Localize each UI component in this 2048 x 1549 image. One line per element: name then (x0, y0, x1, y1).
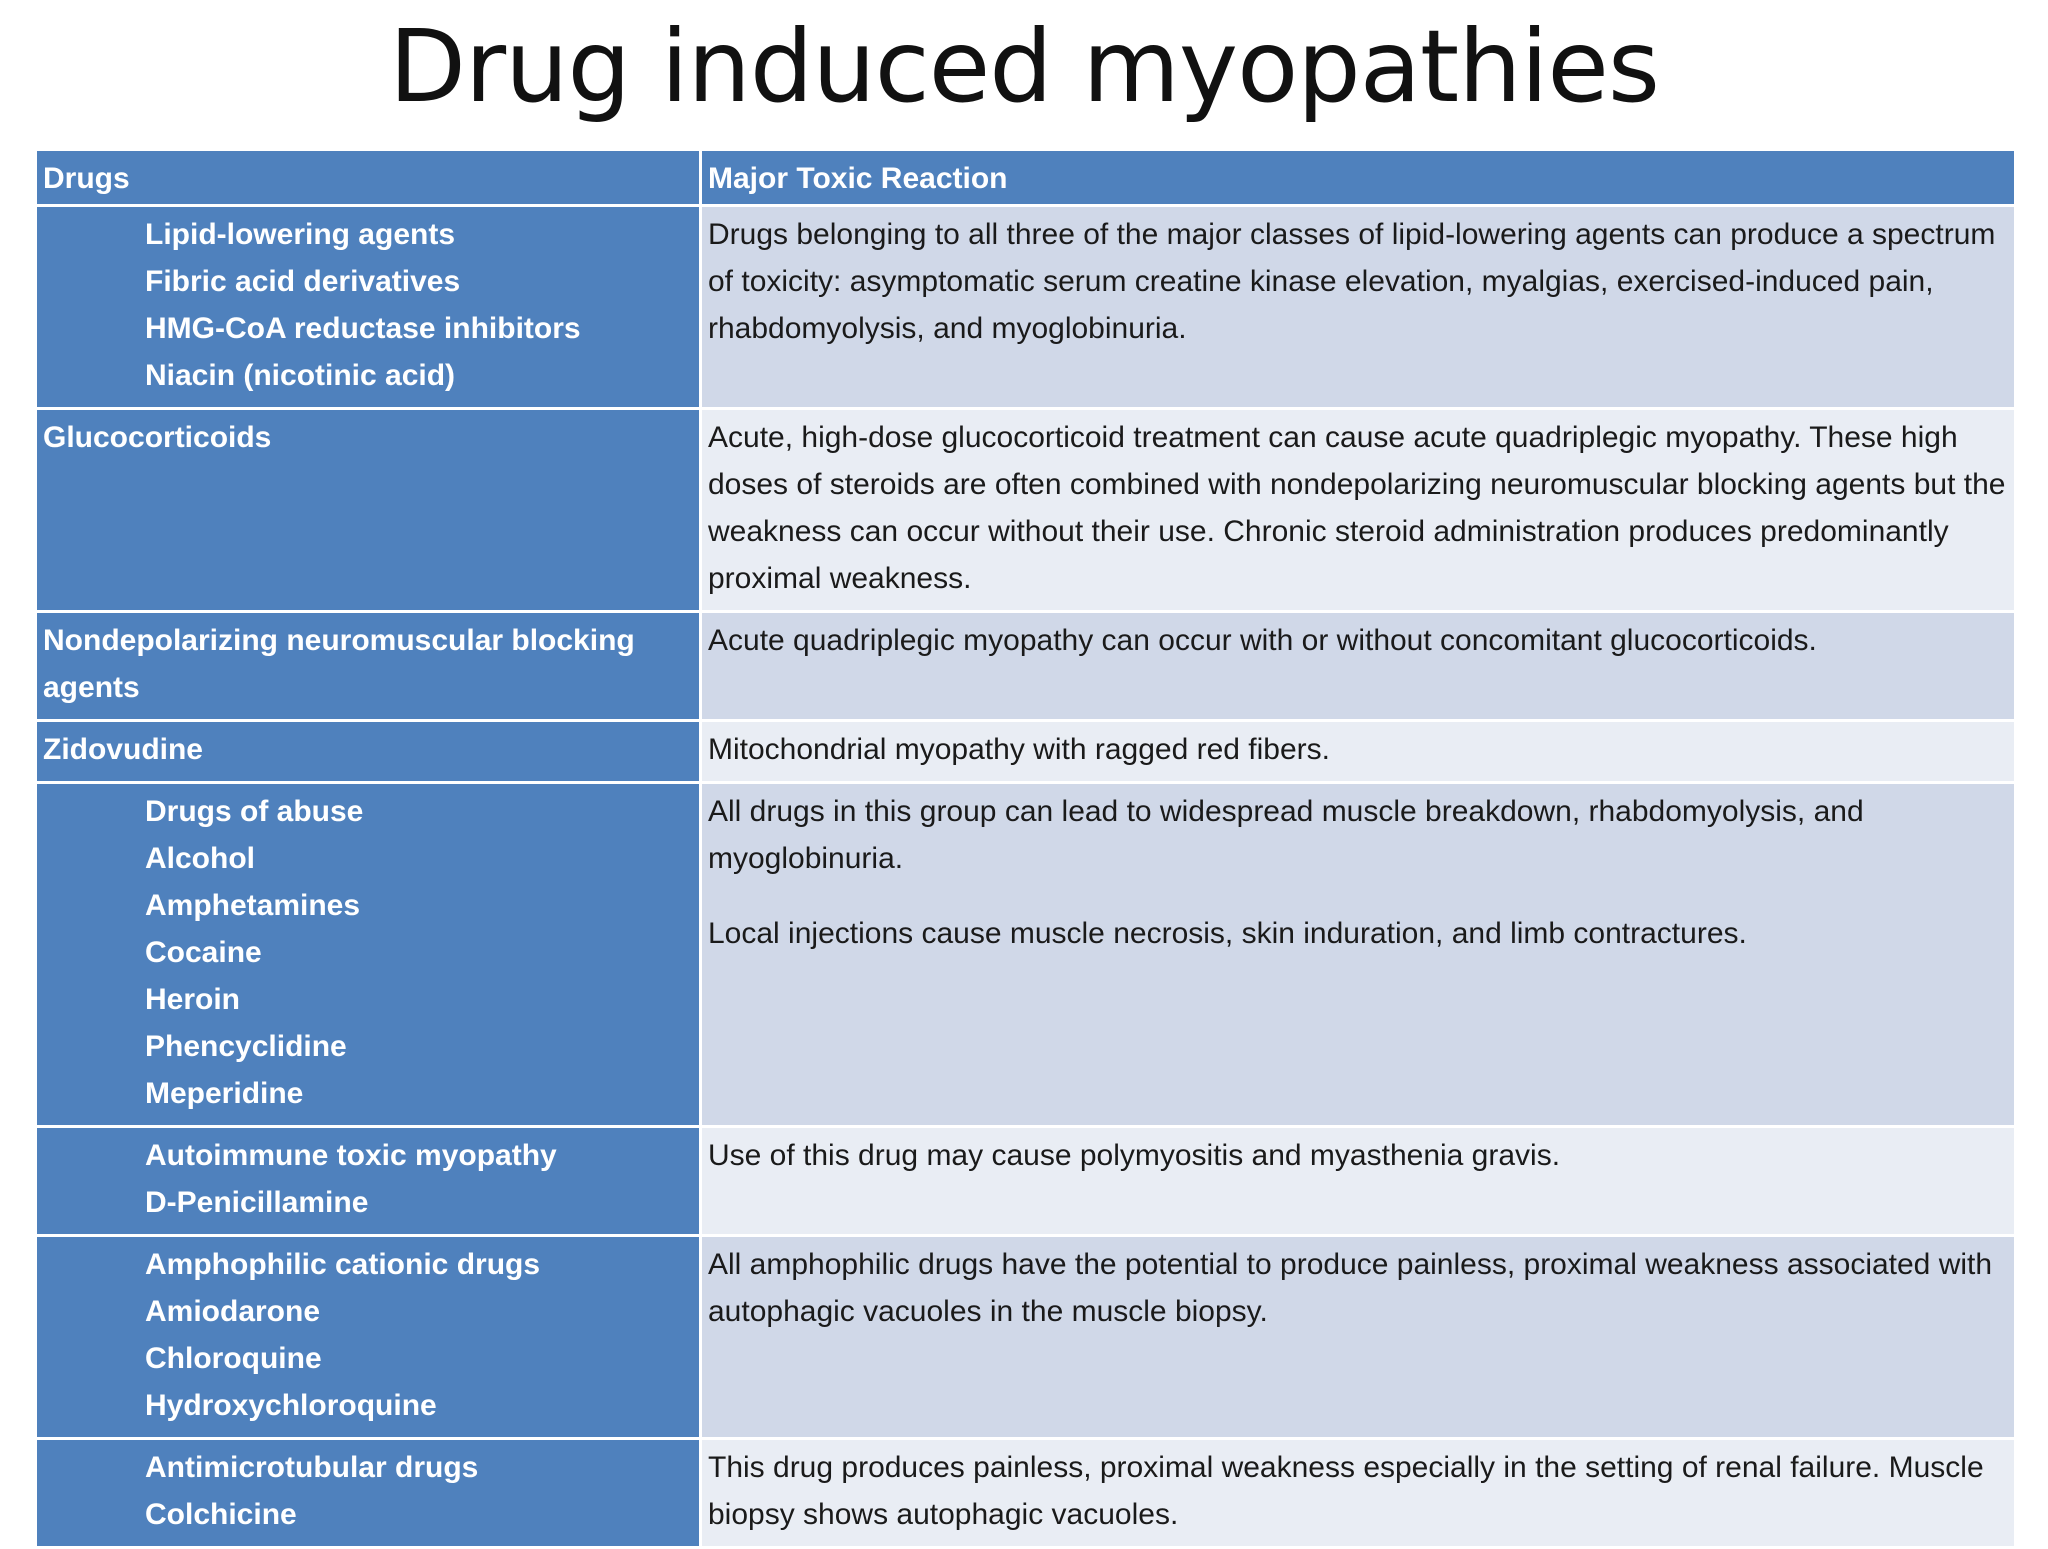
drug-name: Chloroquine (145, 1342, 322, 1375)
drug-table-container (34, 148, 2014, 1549)
drug-cell (36, 612, 701, 721)
table-row (36, 721, 2016, 783)
drug-name: Alcohol (145, 842, 255, 875)
table-header-row (36, 150, 2016, 206)
drug-cell (36, 1127, 701, 1236)
drug-name: Amphetamines (145, 889, 361, 922)
table-body (36, 206, 2016, 1548)
table-row (36, 783, 2016, 1127)
drug-list (43, 414, 695, 461)
drug-name: Hydroxychloroquine (145, 1389, 437, 1422)
drug-name: Autoimmune toxic myopathy (145, 1139, 557, 1172)
table-row (36, 1127, 2016, 1236)
drug-name: Antimicrotubular drugs (145, 1451, 479, 1484)
drug-list (43, 788, 695, 1117)
drug-name: Phencyclidine (145, 1030, 347, 1063)
reaction-text: This drug produces painless, proximal weakness especially in the setting of renal failure. Muscle biopsy shows autophagic vacuoles. (708, 1451, 1984, 1531)
table-row (36, 409, 2016, 612)
drug-name: Lipid-lowering agents (145, 218, 456, 251)
slide-title: Drug induced myopathies (388, 8, 1660, 125)
drug-myopathy-table (34, 148, 2017, 1549)
reaction-text: Acute, high-dose glucocorticoid treatment can cause acute quadriplegic myopathy. These high doses of steroids are often combined with nondepolarizing neuromuscular blocking agents but the weakness can occur without their use. Chronic steroid administration produces predominantly proximal weakness. (708, 421, 2006, 595)
reaction-cell (701, 612, 2016, 721)
reaction-text: Local injections cause muscle necrosis, skin induration, and limb contractures. (708, 917, 1747, 950)
table-row (36, 1236, 2016, 1439)
drug-list (43, 726, 695, 773)
reaction-cell (701, 206, 2016, 409)
drug-list (43, 1241, 695, 1429)
drug-name: Zidovudine (43, 733, 203, 766)
drug-name: Nondepolarizing neuromuscular blocking agents (43, 624, 635, 704)
reaction-cell (701, 1236, 2016, 1439)
drug-name: Amphophilic cationic drugs (145, 1248, 541, 1281)
drug-cell (36, 721, 701, 783)
drug-name: D-Penicillamine (145, 1186, 369, 1219)
reaction-cell (701, 1127, 2016, 1236)
reaction-text: Use of this drug may cause polymyositis and myasthenia gravis. (708, 1139, 1561, 1172)
reaction-text: Acute quadriplegic myopathy can occur with or without concomitant glucocorticoids. (708, 624, 1817, 657)
reaction-text: All amphophilic drugs have the potential to produce painless, proximal weakness associated with autophagic vacuoles in the muscle biopsy. (708, 1248, 1993, 1328)
drug-name: Drugs of abuse (145, 795, 364, 828)
drug-cell (36, 1439, 701, 1548)
drug-name: Amiodarone (145, 1295, 321, 1328)
header-major-toxic-reaction: Major Toxic Reaction (701, 150, 2016, 206)
drug-name: Heroin (145, 983, 241, 1016)
table-row (36, 612, 2016, 721)
drug-cell (36, 206, 701, 409)
drug-name: Cocaine (145, 936, 262, 969)
drug-name: Meperidine (145, 1077, 304, 1110)
reaction-text: Mitochondrial myopathy with ragged red fibers. (708, 733, 1330, 766)
reaction-cell (701, 409, 2016, 612)
drug-list (43, 1444, 695, 1538)
drug-list (43, 211, 695, 399)
drug-cell (36, 409, 701, 612)
drug-name: Glucocorticoids (43, 421, 272, 454)
drug-name: Colchicine (145, 1498, 297, 1531)
drug-name: HMG-CoA reductase inhibitors (145, 312, 581, 345)
table-row (36, 1439, 2016, 1548)
reaction-cell (701, 1439, 2016, 1548)
reaction-cell (701, 721, 2016, 783)
drug-name: Niacin (nicotinic acid) (145, 359, 456, 392)
drug-name: Fibric acid derivatives (145, 265, 461, 298)
drug-cell (36, 1236, 701, 1439)
drug-cell (36, 783, 701, 1127)
drug-list (43, 1132, 695, 1226)
reaction-text: All drugs in this group can lead to widespread muscle breakdown, rhabdomyolysis, and myoglobinuria. (708, 795, 1864, 875)
table-row (36, 206, 2016, 409)
reaction-cell (701, 783, 2016, 1127)
drug-list (43, 617, 695, 711)
header-drugs: Drugs (36, 150, 701, 206)
reaction-text: Drugs belonging to all three of the major classes of lipid-lowering agents can produce a spectrum of toxicity: asymptomatic serum creatine kinase elevation, myalgias, exercised-induced pain, rhabdomyolysis, and myoglobinuria. (708, 218, 1996, 345)
